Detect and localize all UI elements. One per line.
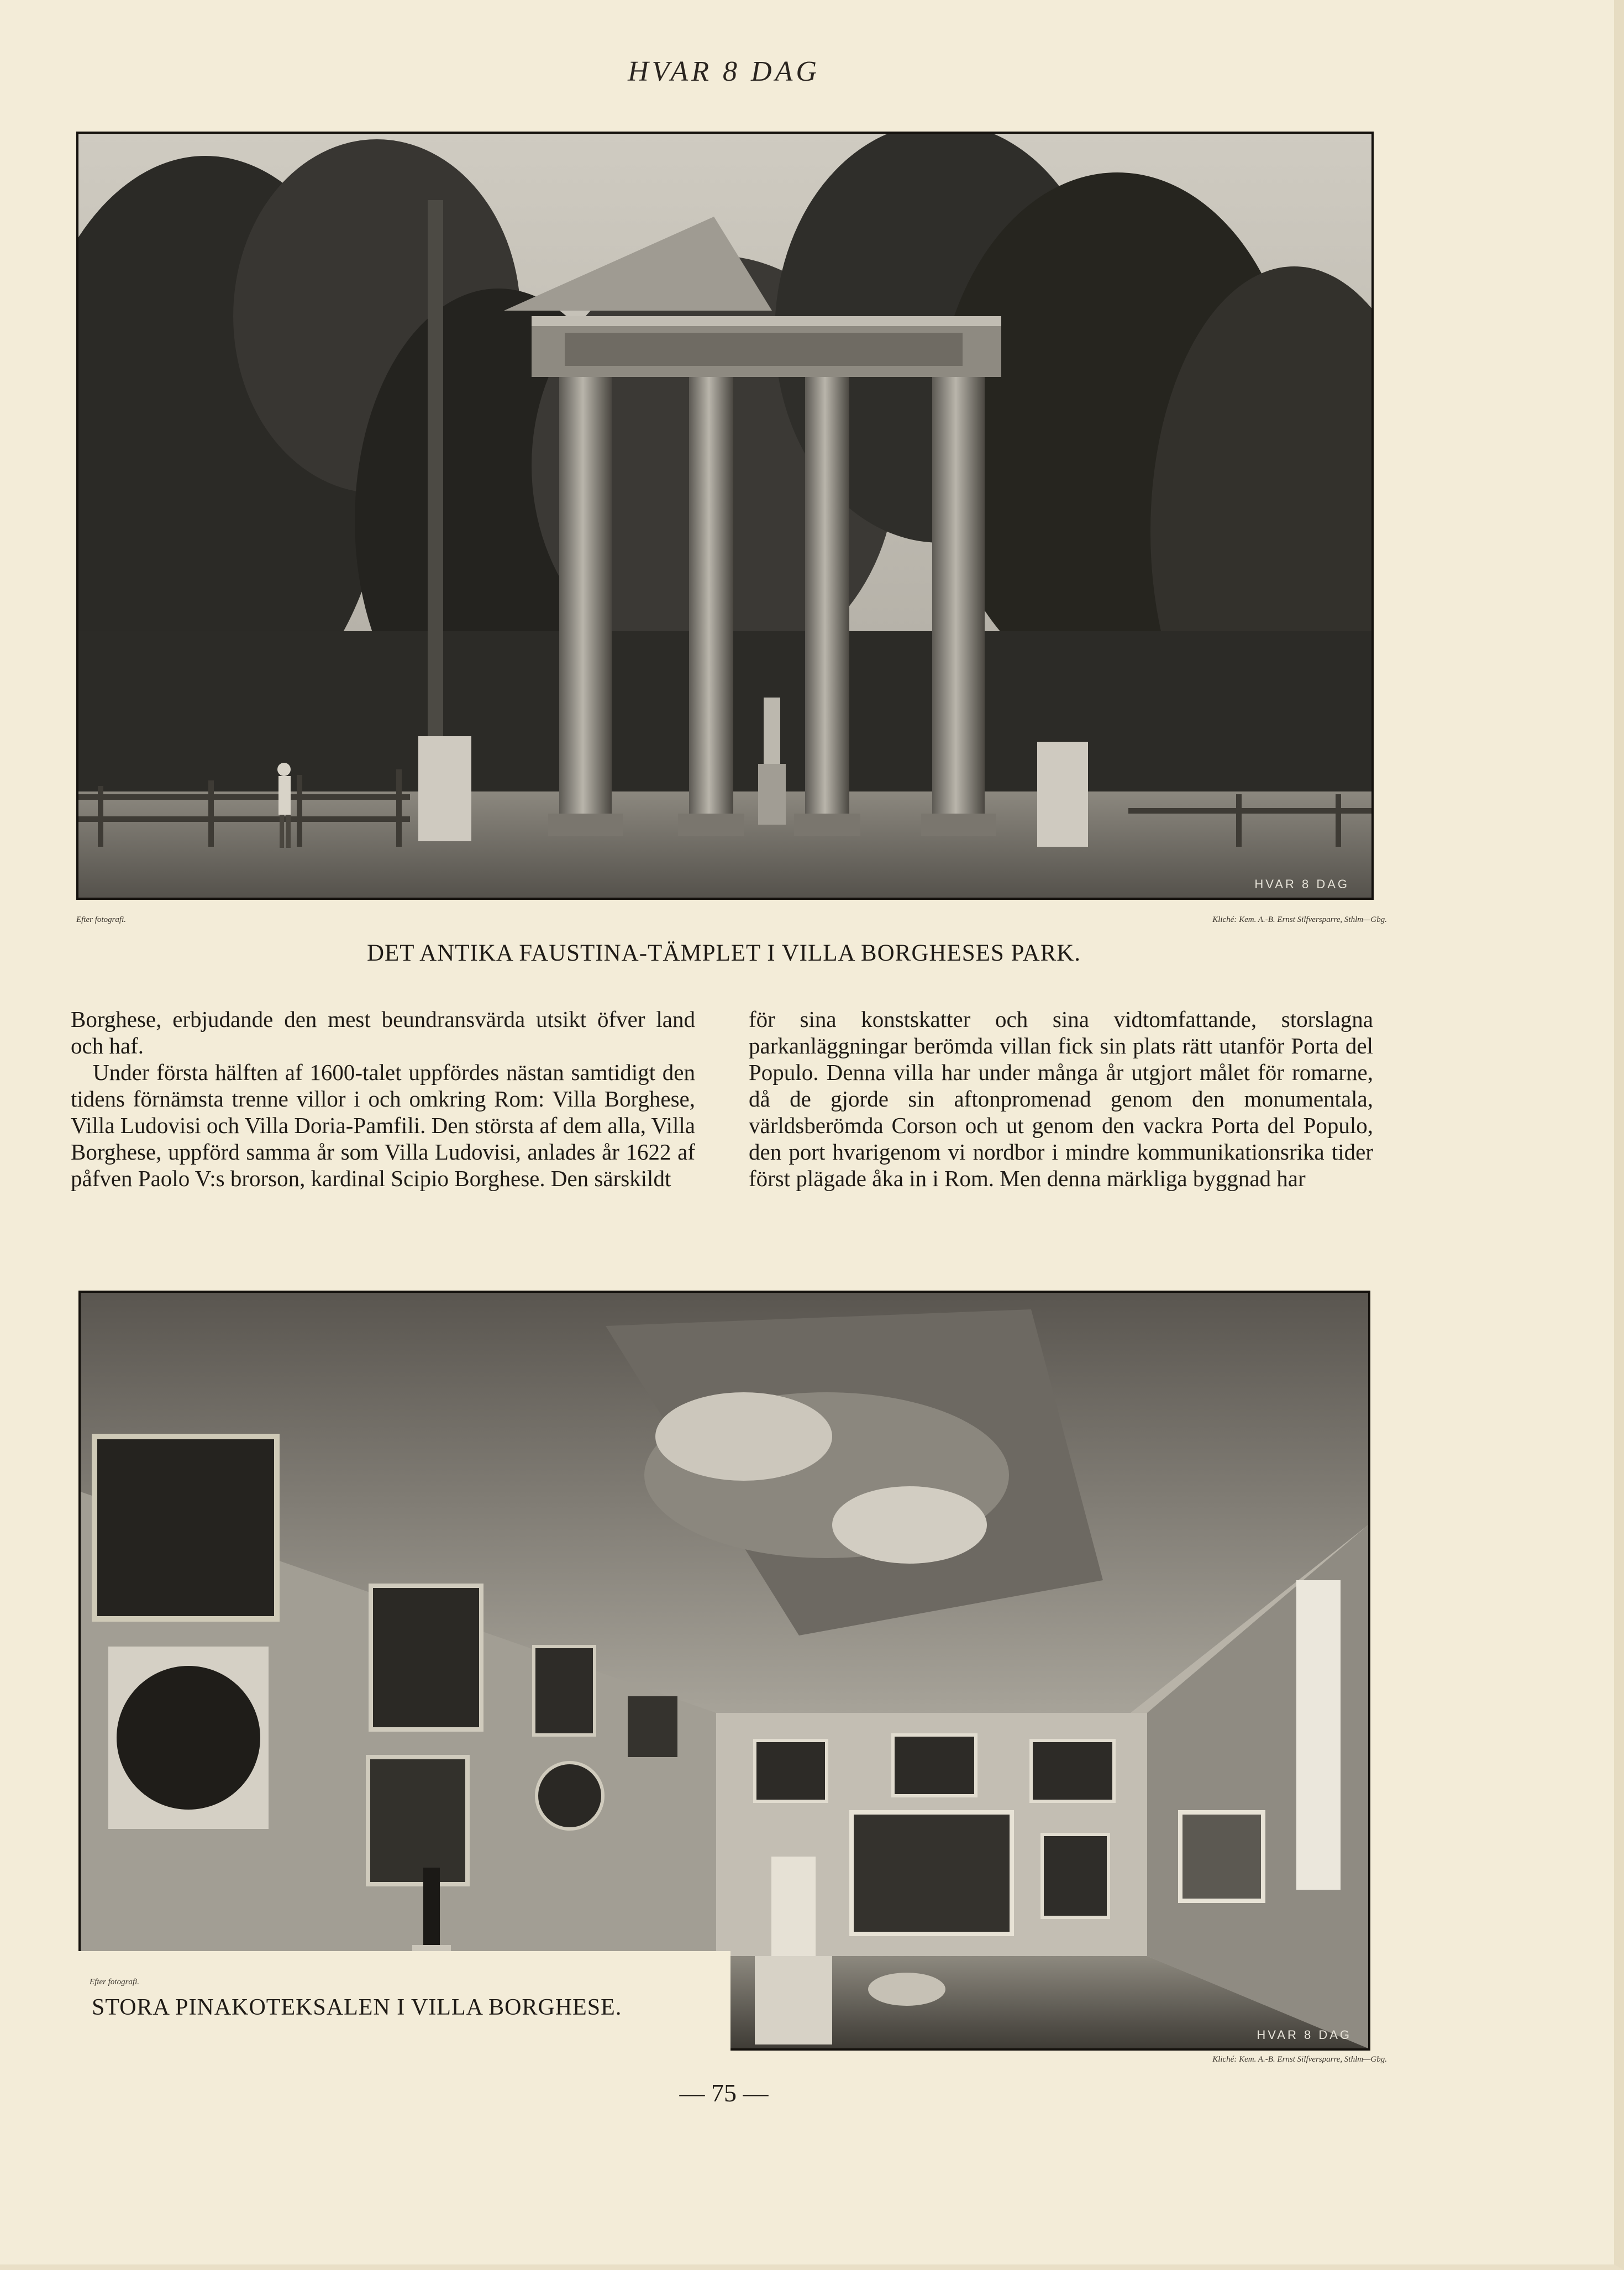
- article-left-column: [71, 1006, 695, 1192]
- top-photo-watermark: HVAR 8 DAG: [1254, 877, 1349, 891]
- top-photo-credit-left: Efter fotografi.: [76, 915, 126, 924]
- article-right-column: [749, 1006, 1373, 1192]
- gallery-photo-image: [81, 1293, 1368, 2048]
- article-left-paragraph: Borghese, erbjudande den mest beundransvärda utsikt öfver land och haf.: [71, 1006, 695, 1058]
- page-number: — 75 —: [679, 2079, 769, 2107]
- bottom-caption-box: [78, 1951, 730, 2051]
- bottom-photo-watermark: HVAR 8 DAG: [1257, 2028, 1352, 2042]
- bottom-photo-credit-right: Kliché: Kem. A.-B. Ernst Silfversparre, Sthlm—Gbg.: [1212, 2055, 1387, 2064]
- temple-photo: [76, 132, 1374, 900]
- article-right-paragraph: för sina konstskatter och sina vidtomfattande, storslagna parkanläggningar berömda villan fick sin plats rätt utanför Porta del Populo. Denna villa har under många år utgjort målet för romarne, då de gjorde sin aftonpromenad genom den monumentala, världsberömda Corson och ut genom den vackra Porta del Populo, den port hvarigenom vi nordbor i mindre kommunikationsrika tider först plägade åka in i Rom. Men denna märkliga byggnad har: [749, 1006, 1373, 1191]
- bottom-photo-caption: STORA PINAKOTEKSALEN I VILLA BORGHESE.: [92, 1995, 622, 2020]
- top-photo-credit-right: Kliché: Kem. A.-B. Ernst Silfversparre, Sthlm—Gbg.: [1212, 915, 1387, 924]
- top-photo-caption: DET ANTIKA FAUSTINA-TÄMPLET I VILLA BORGHESES PARK.: [366, 940, 1081, 966]
- magazine-header: HVAR 8 DAG: [628, 56, 820, 87]
- gallery-photo: [78, 1291, 1370, 2051]
- bottom-photo-credit-left: Efter fotografi.: [90, 1978, 139, 1986]
- article-left-paragraph: Under första hälften af 1600-talet uppfördes nästan samtidigt den tidens förnämsta trenne villor i och omkring Rom: Villa Borghese, Villa Ludovisi och Villa Doria-Pamfili. Den största af dem alla, Villa Borghese, uppförd samma år som Villa Ludovisi, anlades år 1622 af påfven Paolo V:s brorson, kardinal Scipio Borghese. Den särskildt: [71, 1060, 695, 1191]
- temple-photo-image: [78, 134, 1371, 898]
